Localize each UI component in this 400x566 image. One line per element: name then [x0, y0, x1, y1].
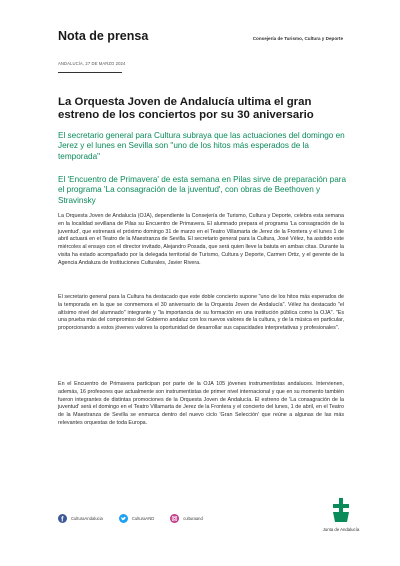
social-footer	[58, 512, 219, 524]
instagram-icon	[170, 514, 179, 523]
logo-text: Junta de Andalucía	[322, 527, 360, 532]
article-headline: La Orquesta Joven de Andalucía ultima el gran estreno de los conciertos por su 30 aniversario	[58, 96, 314, 122]
social-label: CulturaAndalucia	[71, 515, 103, 521]
body-paragraph: La Orquesta Joven de Andalucía (OJA), dependiente la Consejería de Turismo, Cultura y Deporte, celebra esta semana en la localidad sevillana de Pilas su Encuentro de Primavera. El alumnado prepara el programa 'La consagración de la juventud', que estrenará el próximo domingo 31 de marzo en el Teatro Villamarta de Jerez de la Frontera y el lunes 1 de abril actuará en el Teatro de la Maestranza de Sevilla. El secretario general para la Cultura, José Vélez, ha asistido este miércoles al ensayo con el director invitado, Alejandro Posada, que será quien lleve la batuta en ambas citas. Durante la visita ha estado acompañado por la delegada territorial de Turismo, Cultura y Deporte, Carmen Ortiz, y el gerente de la Agencia Andaluza de Instituciones Culturales, Javier Rivera.	[58, 213, 344, 266]
header-title: Nota de prensa	[58, 29, 149, 43]
facebook-icon	[58, 514, 67, 523]
body-paragraph: En el Encuentro de Primavera participan por parte de la OJA 105 jóvenes instrumentistas andaluces. Intervienen, además, 16 profesores que actualmente son instrumentistas de primer nivel internacional y que en su momento también fueron integrantes de distintas promociones de la Orquesta Joven de Andalucía. El estreno de 'La consagración de la juventud' será el domingo en el Teatro Villamarta de Jerez de la Frontera y el concierto del lunes, 1 de abril, en el Teatro de la Maestranza de Sevilla se enmarca dentro del nuevo ciclo 'Gran Selección' que reúne a algunas de las más relevantes orquestas de toda Europa.	[58, 381, 344, 426]
department-name: Consejería de Turismo, Cultura y Deporte	[252, 36, 343, 41]
social-link-twitter[interactable]	[119, 514, 154, 523]
social-link-instagram[interactable]	[170, 514, 203, 523]
body-paragraph: El secretario general para la Cultura ha destacado que este doble concierto supone "uno de los hitos más esperados de la temporada en la que se conmemora el 30 aniversario de la Orquesta Joven de Andalucía". Vélez ha destacado "el altísimo nivel del alumnado" integrante y "la importancia de su formación en una institución pública como la OJA". "Es una prueba más del compromiso del Gobierno andaluz con los nuevos valores de la cultura, y de la música en particular, proporcionando a estos jóvenes valores la oportunidad de desarrollar sus capacidades interpretativas y profesionales".	[58, 294, 344, 332]
social-label: CulturaAND	[131, 515, 155, 521]
article-subhead: El secretario general para Cultura subraya que las actuaciones del domingo en Jerez y el lunes en Sevilla son "uno de los hitos más esperados de la temporada"	[58, 131, 345, 161]
article-subhead: El 'Encuentro de Primavera' de esta semana en Pilas sirve de preparación para el programa 'La consagración de la juventud', con obras de Beethoven y Stravinsky	[58, 175, 347, 205]
social-link-facebook[interactable]	[58, 514, 103, 523]
social-label: culturaand	[183, 515, 203, 521]
twitter-icon	[119, 514, 128, 523]
logo-emblem-icon	[330, 497, 352, 525]
dateline: ANDALUCÍA, 27 DE MARZO 2024	[58, 61, 126, 66]
svg-text:f: f	[61, 515, 64, 523]
junta-de-andalucia-logo	[316, 497, 366, 537]
dateline-divider	[58, 72, 122, 73]
